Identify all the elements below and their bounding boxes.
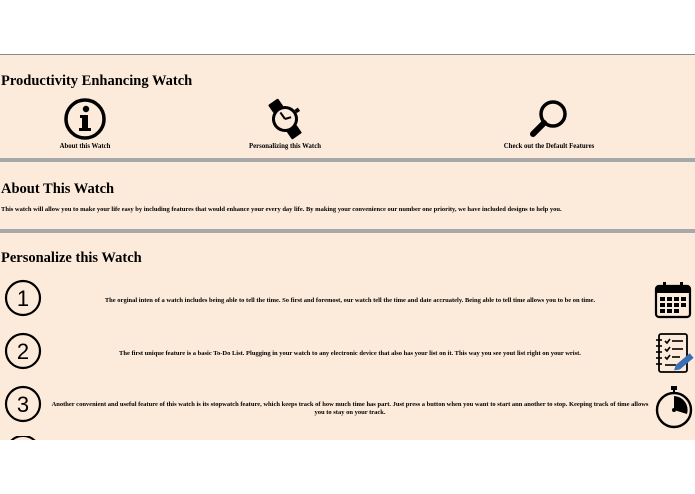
number-two-icon [4, 332, 42, 370]
stopwatch-icon [654, 385, 694, 429]
personalizing-watch-label: Personalizing this Watch [248, 143, 321, 150]
magnifier-icon [527, 97, 571, 141]
number-one-icon [4, 279, 42, 317]
wristwatch-icon [263, 97, 307, 141]
step-text: Another convenient and useful feature of this watch is its stopwatch feature, which keeps track of how much time has part. Just press a button when you want to start ann another to stop. Keeping track of time allows you to stay on your track. [51, 401, 649, 417]
checklist-icon [654, 332, 694, 374]
personalizing-watch-link[interactable] [235, 97, 335, 150]
about-text: This watch will allow you to make your life easy by including features that would enhance your every day life. By making your convenience our number one priority, we have included designs to help you. [1, 206, 562, 213]
section-divider [0, 229, 695, 233]
about-watch-link[interactable] [40, 97, 130, 150]
step-text: The first unique feature is a basic To-Do List. Plugging in your watch to any electronic device that also has your list on it. This way you see yout list right on your wrist. [119, 350, 581, 357]
about-heading: About This Watch [1, 181, 115, 197]
default-features-link[interactable] [494, 97, 604, 150]
svg-text:3: 3 [16, 392, 30, 417]
svg-text:1: 1 [16, 286, 30, 311]
number-icon-partial [4, 436, 42, 440]
personalize-heading: Personalize this Watch [1, 250, 142, 266]
default-features-label: Check out the Default Features [503, 143, 595, 150]
step-text: The orginal inten of a watch includes being able to tell the time. So first and foremost, our watch tell the time and date accruately. Being able to tell time allows you to be on time. [104, 297, 596, 304]
svg-text:2: 2 [16, 339, 30, 364]
calendar-icon [654, 281, 692, 319]
about-watch-label: About this Watch [59, 143, 111, 150]
info-icon [63, 97, 107, 141]
page-content [0, 55, 695, 440]
section-divider [0, 158, 695, 162]
page-title: Productivity Enhancing Watch [1, 73, 193, 89]
number-three-icon [4, 385, 42, 423]
